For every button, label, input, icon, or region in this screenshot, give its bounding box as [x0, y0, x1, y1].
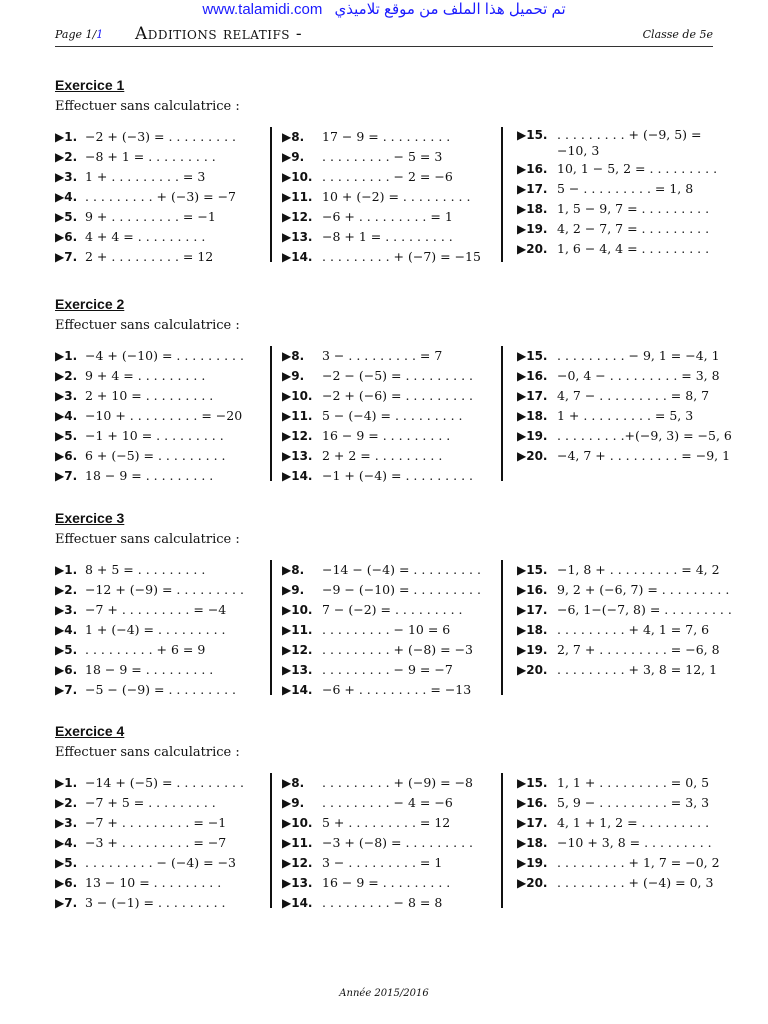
item-expression: 16 − 9 = . . . . . . . . .: [322, 875, 451, 890]
item-number: ▶18.: [517, 202, 548, 216]
exercise-item: [517, 406, 732, 426]
item-expression: 10, 1 − 5, 2 = . . . . . . . . .: [557, 161, 718, 176]
item-number: ▶10.: [282, 389, 313, 403]
item-number: ▶12.: [282, 429, 313, 443]
exercise-item: [517, 239, 732, 259]
item-expression: . . . . . . . . . + (−4) = 0, 3: [557, 875, 714, 890]
exercise-item: [55, 640, 260, 660]
exercise-item: [55, 773, 260, 793]
item-expression: 4, 1 + 1, 2 = . . . . . . . . .: [557, 815, 710, 830]
site-link[interactable]: www.talamidi.com: [202, 1, 323, 18]
exercise-item: [517, 580, 732, 600]
item-number: ▶16.: [517, 162, 548, 176]
item-number: ▶5.: [55, 856, 78, 870]
exercise-item: [282, 773, 497, 793]
item-number: ▶18.: [517, 623, 548, 637]
item-number: ▶20.: [517, 876, 548, 890]
item-expression: . . . . . . . . . + 4, 1 = 7, 6: [557, 622, 710, 637]
item-expression: −6, 1−(−7, 8) = . . . . . . . . .: [557, 602, 732, 617]
exercise-column: [501, 346, 732, 481]
exercise-item: [517, 159, 732, 179]
item-expression: −5 − (−9) = . . . . . . . . .: [85, 682, 236, 697]
exercise-item: [55, 893, 260, 913]
exercise-column: [501, 560, 732, 695]
item-number: ▶3.: [55, 603, 78, 617]
item-number: ▶12.: [282, 856, 313, 870]
item-expression: 7 − (−2) = . . . . . . . . .: [322, 602, 463, 617]
item-expression: 4, 7 − . . . . . . . . . = 8, 7: [557, 388, 710, 403]
item-number: ▶2.: [55, 150, 78, 164]
item-expression: . . . . . . . . . − (−4) = −3: [85, 855, 236, 870]
item-expression: 5, 9 − . . . . . . . . . = 3, 3: [557, 795, 710, 810]
exercise-columns: [55, 127, 725, 267]
item-number: ▶2.: [55, 796, 78, 810]
exercise-column: [501, 773, 732, 908]
exercise-section: [55, 294, 732, 486]
exercise-column: [55, 560, 260, 700]
exercise-item: [517, 873, 732, 893]
exercise-item: [517, 560, 732, 580]
item-expression: 10 + (−2) = . . . . . . . . .: [322, 189, 471, 204]
exercise-column: [270, 127, 497, 262]
exercise-item: [55, 793, 260, 813]
item-expression: −1 + 10 = . . . . . . . . .: [85, 428, 224, 443]
item-expression: . . . . . . . . . + (−7) = −15: [322, 249, 481, 264]
item-number: ▶2.: [55, 583, 78, 597]
item-number: ▶9.: [282, 369, 305, 383]
exercise-columns: [55, 346, 732, 486]
exercise-item: [517, 660, 732, 680]
item-expression: 3 − (−1) = . . . . . . . . .: [85, 895, 226, 910]
item-number: ▶6.: [55, 876, 78, 890]
exercise-item: [55, 620, 260, 640]
download-banner: [0, 0, 768, 20]
exercise-item: [55, 406, 260, 426]
item-expression: −10 + 3, 8 = . . . . . . . . .: [557, 835, 712, 850]
exercise-item: [282, 833, 497, 853]
item-number: ▶8.: [282, 130, 305, 144]
item-expression: 1 + . . . . . . . . . = 3: [85, 169, 206, 184]
item-number: ▶15.: [517, 776, 548, 790]
item-expression: −1 + (−4) = . . . . . . . . .: [322, 468, 473, 483]
exercise-item: [55, 853, 260, 873]
item-number: ▶3.: [55, 389, 78, 403]
exercise-item: [282, 560, 497, 580]
item-expression: −2 − (−5) = . . . . . . . . .: [322, 368, 473, 383]
exercise-item: [55, 813, 260, 833]
exercise-item: [55, 187, 260, 207]
item-number: ▶17.: [517, 182, 548, 196]
exercise-column: [55, 773, 260, 913]
item-number: ▶10.: [282, 816, 313, 830]
item-number: ▶17.: [517, 816, 548, 830]
page-number: [55, 28, 103, 41]
exercise-column: [501, 127, 732, 262]
exercise-item: [55, 147, 260, 167]
exercise-item: [55, 247, 260, 267]
item-expression: . . . . . . . . . − 4 = −6: [322, 795, 453, 810]
item-number: ▶19.: [517, 643, 548, 657]
item-number: ▶9.: [282, 796, 305, 810]
banner-arabic-text: تم تحميل هذا الملف من موقع تلاميذي: [334, 1, 566, 18]
item-expression: −14 − (−4) = . . . . . . . . .: [322, 562, 481, 577]
exercise-item: [282, 426, 497, 446]
item-expression: 6 + (−5) = . . . . . . . . .: [85, 448, 226, 463]
exercise-item: [517, 366, 732, 386]
item-expression: . . . . . . . . . + (−9, 5) = −10, 3: [557, 127, 702, 158]
exercise-item: [55, 386, 260, 406]
item-number: ▶11.: [282, 190, 313, 204]
page-total-link[interactable]: 1: [96, 28, 104, 41]
item-number: ▶8.: [282, 563, 305, 577]
item-expression: 1 + . . . . . . . . . = 5, 3: [557, 408, 694, 423]
exercise-item: [282, 247, 497, 267]
item-number: ▶11.: [282, 409, 313, 423]
exercise-title: Exercice 1: [55, 77, 125, 93]
page-prefix: Page 1/: [55, 28, 97, 41]
item-expression: 2 + . . . . . . . . . = 12: [85, 249, 214, 264]
item-expression: −10 + . . . . . . . . . = −20: [85, 408, 243, 423]
exercise-item: [517, 179, 732, 199]
item-number: ▶14.: [282, 250, 313, 264]
item-number: ▶17.: [517, 389, 548, 403]
item-number: ▶19.: [517, 429, 548, 443]
item-number: ▶4.: [55, 190, 78, 204]
item-expression: −9 − (−10) = . . . . . . . . .: [322, 582, 481, 597]
item-number: ▶13.: [282, 663, 313, 677]
exercise-column: [270, 346, 497, 481]
exercise-item: [282, 600, 497, 620]
item-number: ▶1.: [55, 349, 78, 363]
item-expression: 16 − 9 = . . . . . . . . .: [322, 428, 451, 443]
item-number: ▶8.: [282, 349, 305, 363]
exercise-columns: [55, 773, 725, 913]
item-expression: . . . . . . . . . − 8 = 8: [322, 895, 443, 910]
exercise-item: [517, 426, 732, 446]
item-expression: 5 − . . . . . . . . . = 1, 8: [557, 181, 694, 196]
exercise-item: [282, 127, 497, 147]
item-number: ▶15.: [517, 563, 548, 577]
item-expression: 13 − 10 = . . . . . . . . .: [85, 875, 222, 890]
item-expression: . . . . . . . . . − 5 = 3: [322, 149, 443, 164]
item-expression: 1 + (−4) = . . . . . . . . .: [85, 622, 226, 637]
exercise-item: [517, 793, 732, 813]
exercise-item: [282, 466, 497, 486]
item-expression: −2 + (−6) = . . . . . . . . .: [322, 388, 473, 403]
exercise-item: [282, 873, 497, 893]
item-number: ▶11.: [282, 836, 313, 850]
item-expression: 5 − (−4) = . . . . . . . . .: [322, 408, 463, 423]
item-expression: 4, 2 − 7, 7 = . . . . . . . . .: [557, 221, 710, 236]
item-expression: 9, 2 + (−6, 7) = . . . . . . . . .: [557, 582, 730, 597]
item-number: ▶6.: [55, 663, 78, 677]
item-number: ▶18.: [517, 836, 548, 850]
exercise-item: [55, 873, 260, 893]
item-expression: −7 + 5 = . . . . . . . . .: [85, 795, 216, 810]
exercise-item: [517, 833, 732, 853]
item-number: ▶6.: [55, 230, 78, 244]
item-number: ▶8.: [282, 776, 305, 790]
item-expression: −4 + (−10) = . . . . . . . . .: [85, 348, 244, 363]
item-number: ▶20.: [517, 242, 548, 256]
document-title: Additions relatifs -: [135, 24, 303, 44]
item-number: ▶12.: [282, 643, 313, 657]
item-expression: 3 − . . . . . . . . . = 1: [322, 855, 443, 870]
item-expression: . . . . . . . . . − 9, 1 = −4, 1: [557, 348, 720, 363]
item-expression: 4 + 4 = . . . . . . . . .: [85, 229, 206, 244]
exercise-item: [517, 346, 732, 366]
item-number: ▶1.: [55, 563, 78, 577]
item-number: ▶13.: [282, 449, 313, 463]
item-expression: . . . . . . . . . − 2 = −6: [322, 169, 453, 184]
exercise-item: [517, 127, 732, 159]
item-expression: −7 + . . . . . . . . . = −1: [85, 815, 227, 830]
class-label: Classe de 5e: [642, 28, 713, 41]
item-number: ▶1.: [55, 776, 78, 790]
item-expression: 2, 7 + . . . . . . . . . = −6, 8: [557, 642, 720, 657]
item-number: ▶4.: [55, 623, 78, 637]
item-number: ▶5.: [55, 210, 78, 224]
exercise-column: [270, 560, 497, 695]
item-number: ▶9.: [282, 583, 305, 597]
item-number: ▶7.: [55, 469, 78, 483]
item-number: ▶20.: [517, 449, 548, 463]
item-expression: . . . . . . . . . + (−9) = −8: [322, 775, 473, 790]
exercise-item: [55, 833, 260, 853]
item-expression: 9 + 4 = . . . . . . . . .: [85, 368, 206, 383]
exercise-item: [517, 600, 732, 620]
exercise-item: [282, 640, 497, 660]
item-expression: . . . . . . . . . + (−3) = −7: [85, 189, 236, 204]
exercise-item: [517, 813, 732, 833]
exercise-instruction: Effectuer sans calculatrice :: [55, 745, 240, 760]
exercise-item: [55, 346, 260, 366]
item-expression: . . . . . . . . . + 6 = 9: [85, 642, 206, 657]
exercise-item: [55, 600, 260, 620]
item-expression: 5 + . . . . . . . . . = 12: [322, 815, 451, 830]
item-number: ▶5.: [55, 643, 78, 657]
item-expression: 2 + 2 = . . . . . . . . .: [322, 448, 443, 463]
item-number: ▶16.: [517, 583, 548, 597]
exercise-item: [55, 127, 260, 147]
item-number: ▶19.: [517, 856, 548, 870]
exercise-instruction: Effectuer sans calculatrice :: [55, 532, 240, 547]
item-number: ▶2.: [55, 369, 78, 383]
item-number: ▶16.: [517, 796, 548, 810]
item-expression: 1, 6 − 4, 4 = . . . . . . . . .: [557, 241, 710, 256]
exercise-item: [517, 446, 732, 466]
exercise-item: [55, 426, 260, 446]
exercise-item: [282, 227, 497, 247]
exercise-section: [55, 721, 725, 913]
item-number: ▶3.: [55, 170, 78, 184]
exercise-item: [282, 680, 497, 700]
exercise-title: Exercice 4: [55, 723, 125, 739]
exercise-item: [282, 167, 497, 187]
exercise-item: [55, 167, 260, 187]
item-number: ▶15.: [517, 128, 548, 142]
footer-year: Année 2015/2016: [339, 988, 429, 999]
exercise-title: Exercice 3: [55, 510, 125, 526]
item-number: ▶14.: [282, 896, 313, 910]
item-expression: −3 + . . . . . . . . . = −7: [85, 835, 227, 850]
item-expression: . . . . . . . . .+(−9, 3) = −5, 6: [557, 428, 732, 443]
exercise-item: [282, 793, 497, 813]
page-header: [55, 24, 713, 47]
item-number: ▶7.: [55, 250, 78, 264]
item-expression: 18 − 9 = . . . . . . . . .: [85, 662, 214, 677]
exercise-item: [55, 446, 260, 466]
item-number: ▶20.: [517, 663, 548, 677]
item-number: ▶3.: [55, 816, 78, 830]
item-expression: . . . . . . . . . − 9 = −7: [322, 662, 453, 677]
exercise-columns: [55, 560, 732, 700]
item-number: ▶4.: [55, 836, 78, 850]
exercise-item: [55, 660, 260, 680]
exercise-column: [270, 773, 497, 908]
item-number: ▶17.: [517, 603, 548, 617]
exercise-item: [282, 366, 497, 386]
item-number: ▶12.: [282, 210, 313, 224]
exercise-item: [282, 147, 497, 167]
exercise-item: [55, 466, 260, 486]
exercise-item: [282, 580, 497, 600]
exercise-instruction: Effectuer sans calculatrice :: [55, 318, 240, 333]
exercise-title: Exercice 2: [55, 296, 125, 312]
item-number: ▶9.: [282, 150, 305, 164]
item-number: ▶1.: [55, 130, 78, 144]
item-expression: −4, 7 + . . . . . . . . . = −9, 1: [557, 448, 731, 463]
exercise-item: [282, 660, 497, 680]
item-expression: −8 + 1 = . . . . . . . . .: [322, 229, 453, 244]
exercise-item: [517, 219, 732, 239]
item-number: ▶11.: [282, 623, 313, 637]
exercise-item: [55, 580, 260, 600]
item-expression: −7 + . . . . . . . . . = −4: [85, 602, 227, 617]
item-expression: −6 + . . . . . . . . . = 1: [322, 209, 453, 224]
item-expression: 9 + . . . . . . . . . = −1: [85, 209, 216, 224]
item-expression: −0, 4 − . . . . . . . . . = 3, 8: [557, 368, 720, 383]
exercise-item: [55, 366, 260, 386]
item-expression: −12 + (−9) = . . . . . . . . .: [85, 582, 244, 597]
exercise-item: [282, 346, 497, 366]
item-number: ▶6.: [55, 449, 78, 463]
exercise-item: [282, 446, 497, 466]
item-number: ▶14.: [282, 469, 313, 483]
item-number: ▶7.: [55, 683, 78, 697]
exercise-item: [55, 207, 260, 227]
item-expression: −1, 8 + . . . . . . . . . = 4, 2: [557, 562, 720, 577]
item-expression: −3 + (−8) = . . . . . . . . .: [322, 835, 473, 850]
item-expression: 1, 5 − 9, 7 = . . . . . . . . .: [557, 201, 710, 216]
exercise-item: [282, 207, 497, 227]
exercise-item: [55, 560, 260, 580]
item-number: ▶13.: [282, 876, 313, 890]
item-expression: −2 + (−3) = . . . . . . . . .: [85, 129, 236, 144]
item-number: ▶10.: [282, 603, 313, 617]
exercise-item: [55, 227, 260, 247]
exercise-item: [517, 853, 732, 873]
item-expression: . . . . . . . . . + 1, 7 = −0, 2: [557, 855, 720, 870]
exercise-item: [282, 406, 497, 426]
exercise-item: [282, 893, 497, 913]
item-number: ▶19.: [517, 222, 548, 236]
exercise-item: [282, 620, 497, 640]
exercise-column: [55, 127, 260, 267]
exercise-section: [55, 508, 732, 700]
exercise-item: [517, 620, 732, 640]
item-number: ▶15.: [517, 349, 548, 363]
exercise-column: [55, 346, 260, 486]
item-number: ▶5.: [55, 429, 78, 443]
item-expression: −8 + 1 = . . . . . . . . .: [85, 149, 216, 164]
exercise-item: [282, 853, 497, 873]
item-number: ▶14.: [282, 683, 313, 697]
exercise-item: [517, 199, 732, 219]
item-expression: . . . . . . . . . − 10 = 6: [322, 622, 451, 637]
item-expression: −6 + . . . . . . . . . = −13: [322, 682, 472, 697]
item-number: ▶10.: [282, 170, 313, 184]
item-expression: 2 + 10 = . . . . . . . . .: [85, 388, 214, 403]
exercise-item: [517, 386, 732, 406]
item-number: ▶18.: [517, 409, 548, 423]
exercise-item: [282, 813, 497, 833]
exercise-item: [282, 187, 497, 207]
item-number: ▶16.: [517, 369, 548, 383]
exercise-item: [517, 640, 732, 660]
item-expression: . . . . . . . . . + (−8) = −3: [322, 642, 473, 657]
item-expression: −14 + (−5) = . . . . . . . . .: [85, 775, 244, 790]
exercise-instruction: Effectuer sans calculatrice :: [55, 99, 240, 114]
item-number: ▶13.: [282, 230, 313, 244]
exercise-item: [282, 386, 497, 406]
item-expression: 18 − 9 = . . . . . . . . .: [85, 468, 214, 483]
exercise-item: [55, 680, 260, 700]
item-expression: 8 + 5 = . . . . . . . . .: [85, 562, 206, 577]
exercise-item: [517, 773, 732, 793]
exercise-section: [55, 75, 725, 267]
item-expression: 3 − . . . . . . . . . = 7: [322, 348, 443, 363]
item-number: ▶7.: [55, 896, 78, 910]
item-number: ▶4.: [55, 409, 78, 423]
item-expression: . . . . . . . . . + 3, 8 = 12, 1: [557, 662, 718, 677]
item-expression: 17 − 9 = . . . . . . . . .: [322, 129, 451, 144]
item-expression: 1, 1 + . . . . . . . . . = 0, 5: [557, 775, 710, 790]
